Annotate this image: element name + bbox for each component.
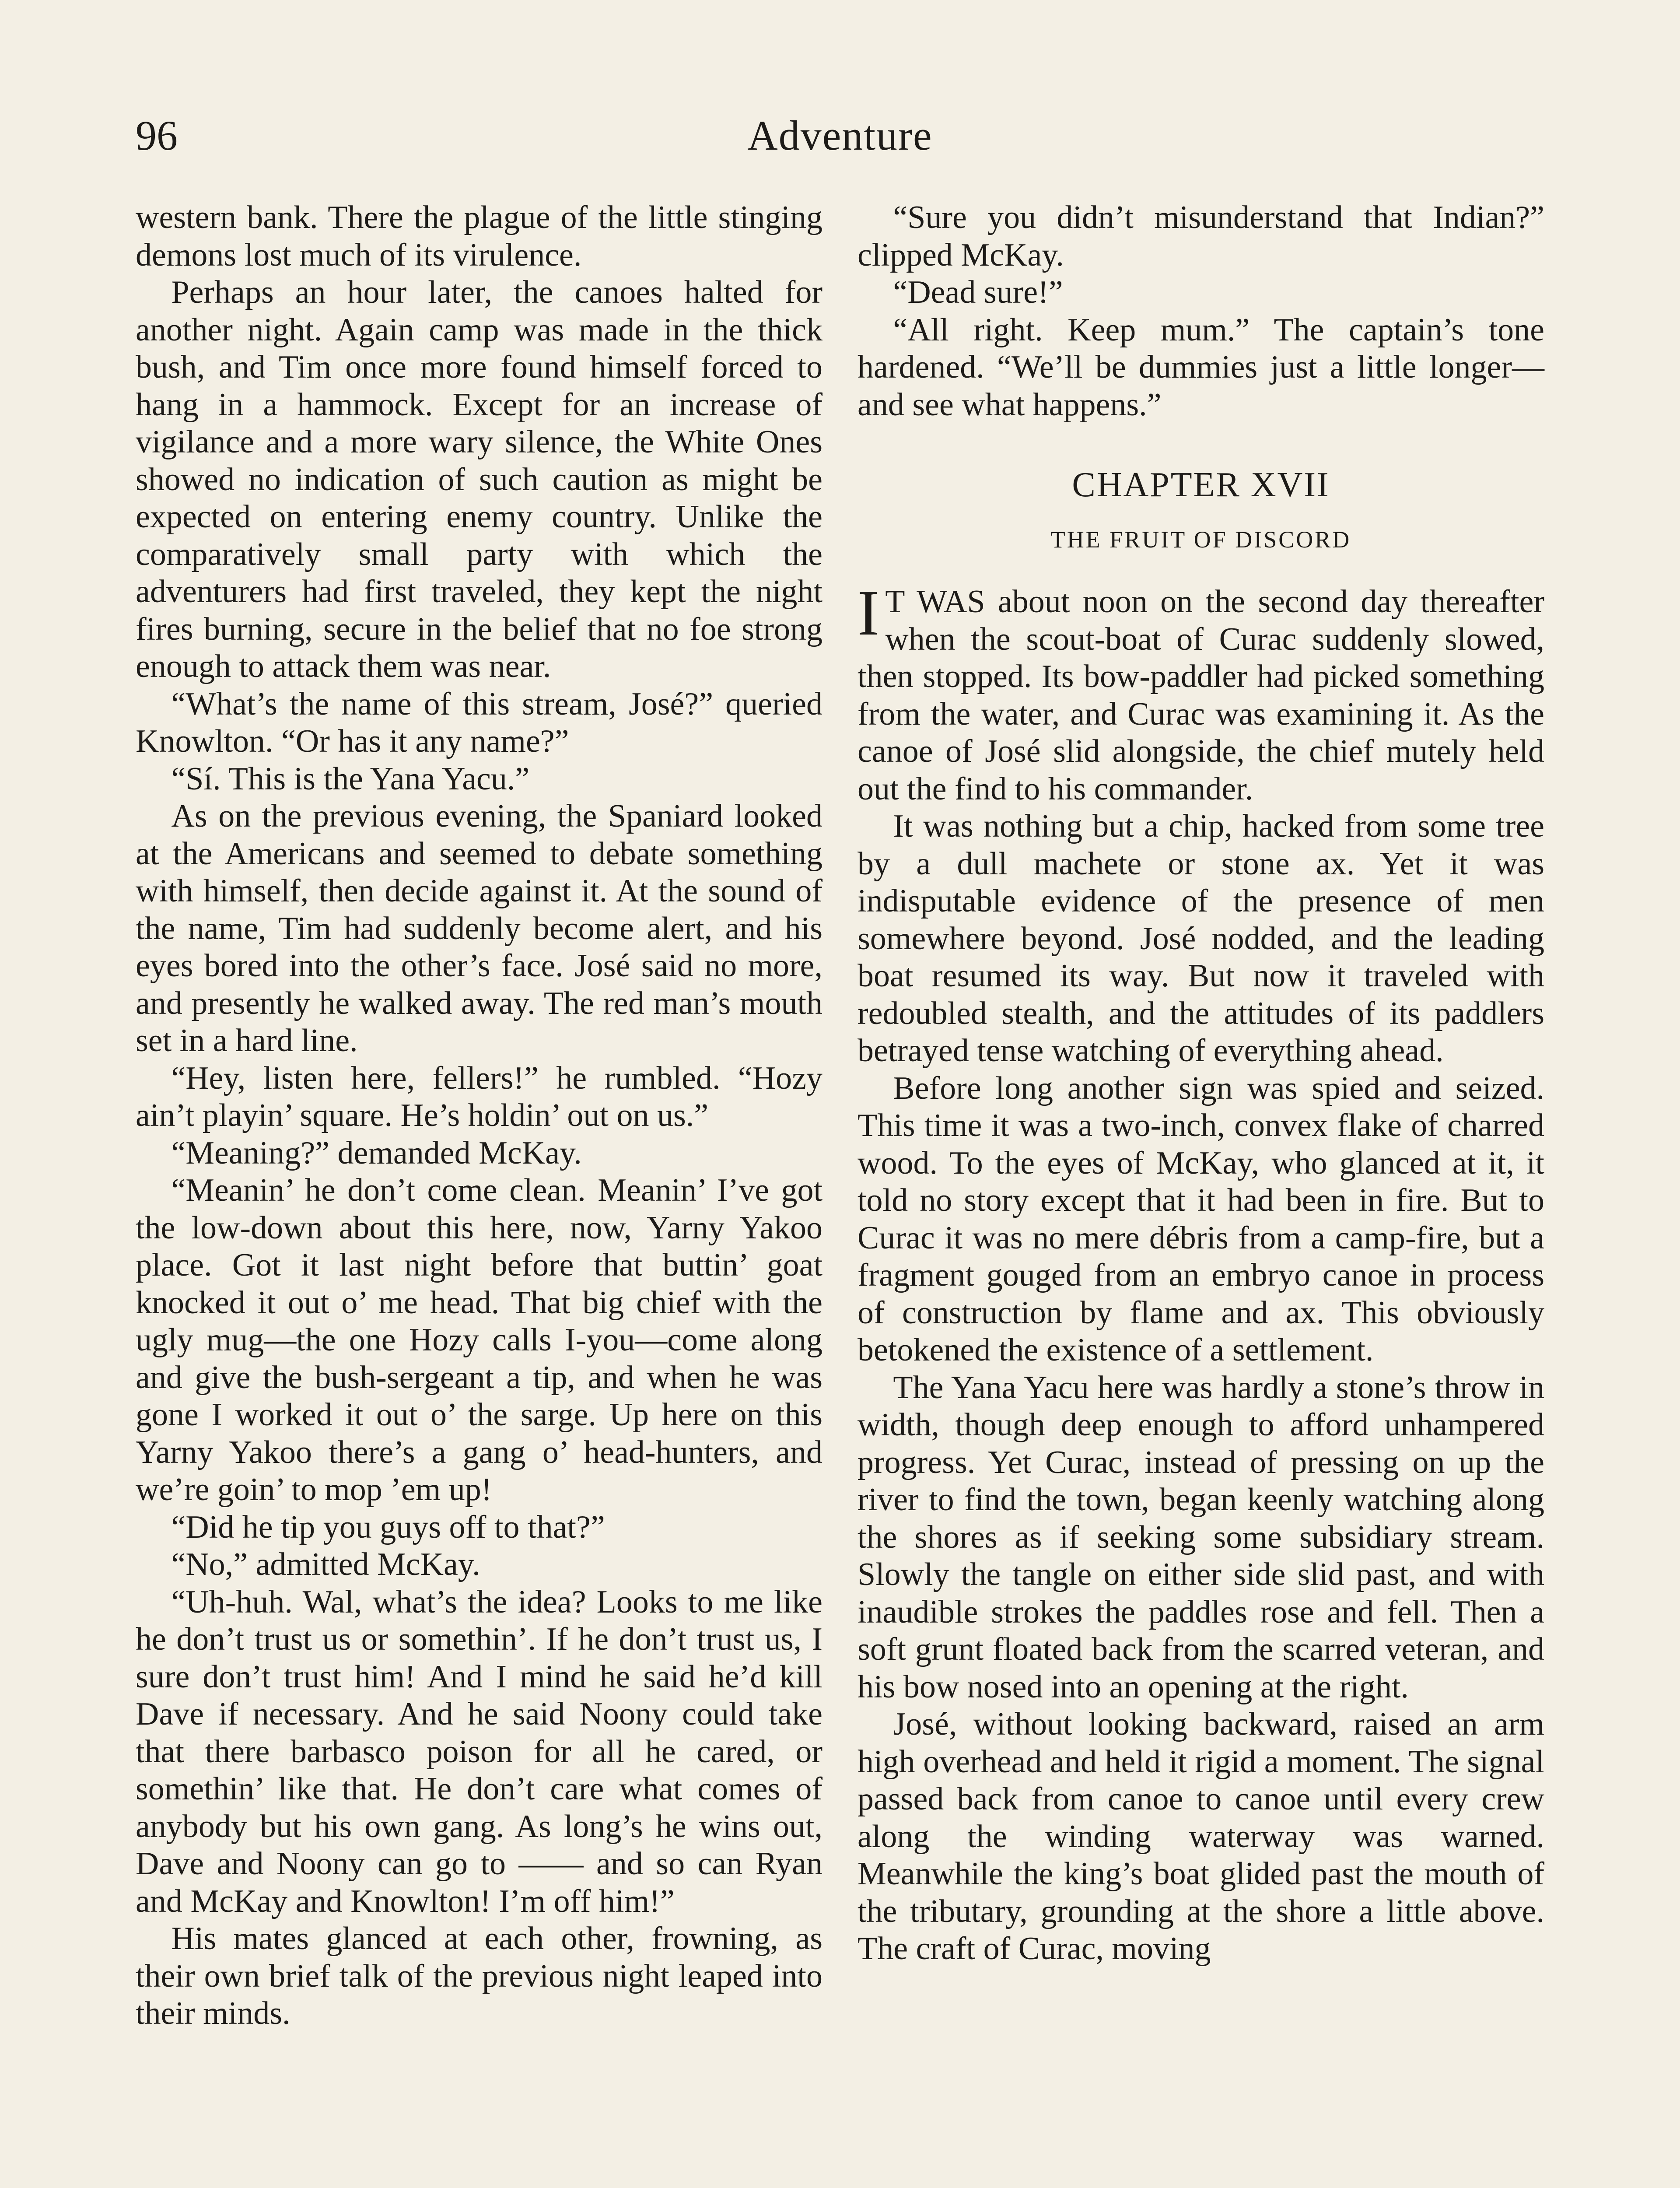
page-number: 96	[136, 112, 178, 159]
paragraph: western bank. There the plague of the little stinging demons lost much of its virulence.	[136, 200, 822, 273]
paragraph: “Hey, listen here, fellers!” he rumbled. “Hozy ain’t playin’ square. He’s holdin’ out on us.”	[136, 1060, 822, 1133]
paragraph: “All right. Keep mum.” The captain’s tone hardened. “We’ll be dummies just a little longer—and see what happens.”	[858, 312, 1544, 423]
paragraph: The Yana Yacu here was hardly a stone’s throw in width, though deep enough to afford unhampered progress. Yet Curac, instead of pressing on up the river to find the town, began keenly watching along the shores as if seeking some subsidiary stream. Slowly the tangle on either side slid past, and with inaudible strokes the paddles rose and fell. Then a soft grunt floated back from the scarred veteran, and his bow nosed into an opening at the right.	[858, 1369, 1544, 1705]
paragraph: “Sí. This is the Yana Yacu.”	[171, 761, 530, 797]
chapter-heading: CHAPTER XVII	[1072, 466, 1330, 504]
drop-cap: I	[858, 577, 879, 649]
chapter-opening-text: T WAS about noon on the second day thereafter when the scout-boat of Curac suddenly slowed, then stopped. Its bow-paddler had picked something from the water, and Curac was examining it. As the canoe of José slid alongside, the chief mutely held out the find to his commander.	[858, 584, 1544, 807]
paragraph: Perhaps an hour later, the canoes halted for another night. Again camp was made in the thick bush, and Tim once more found himself forced to hang in a hammock. Except for an increase of vigilance and a more wary silence, the White Ones showed no indication of such caution as might be expected on entering enemy country. Unlike the comparatively small party with which the adventurers had first traveled, they kept the night fires burning, secure in the belief that no foe strong enough to attack them was near.	[136, 274, 822, 684]
paragraph: “Uh-huh. Wal, what’s the idea? Looks to me like he don’t trust us or somethin’. If he don’t trust us, I sure don’t trust him! And I mind he said he’d kill Dave if necessary. And he said Noony could take that there barbasco poison for all he cared, or somethin’ like that. He don’t care what comes of anybody but his own gang. As long’s he wins out, Dave and Noony can go to —— and so can Ryan and McKay and Knowlton! I’m off him!”	[136, 1584, 822, 1919]
paragraph: As on the previous evening, the Spaniard looked at the Americans and seemed to debate something with himself, then decide against it. At the sound of the name, Tim had suddenly become alert, and his eyes bored into the other’s face. José said no more, and presently he walked away. The red man’s mouth set in a hard line.	[136, 798, 822, 1059]
paragraph: His mates glanced at each other, frowning, as their own brief talk of the previous night leaped into their minds.	[136, 1921, 822, 2031]
right-column	[858, 199, 1544, 1968]
magazine-title: Adventure	[747, 112, 933, 159]
paragraph: “Sure you didn’t misunderstand that Indian?” clipped McKay.	[858, 200, 1544, 273]
chapter-subtitle: THE FRUIT OF DISCORD	[1050, 526, 1351, 553]
paragraph: “No,” admitted McKay.	[171, 1546, 480, 1582]
paragraph: “Did he tip you guys off to that?”	[171, 1509, 605, 1545]
paragraph: It was nothing but a chip, hacked from some tree by a dull machete or stone ax. Yet it was indisputable evidence of the presence of men somewhere beyond. José nodded, and the leading boat resumed its way. But now it traveled with redoubled stealth, and the attitudes of its paddlers betrayed tense watching of everything ahead.	[858, 808, 1544, 1069]
left-column	[136, 199, 822, 2033]
paragraph: José, without looking backward, raised an arm high overhead and held it rigid a moment. The signal passed back from canoe to canoe until every crew along the winding waterway was warned. Meanwhile the king’s boat glided past the mouth of the tributary, grounding at the shore a little above. The craft of Curac, moving	[858, 1706, 1544, 1967]
paragraph: “Meanin’ he don’t come clean. Meanin’ I’ve got the low-down about this here, now, Yarny Yakoo place. Got it last night before that buttin’ goat knocked it out o’ me head. That big chief with the ugly mug—the one Hozy calls I-you—come along and give the bush-sergeant a tip, and when he was gone I worked it out o’ the sarge. Up here on this Yarny Yakoo there’s a gang o’ head-hunters, and we’re goin’ to mop ’em up!	[136, 1172, 822, 1508]
paragraph: Before long another sign was spied and seized. This time it was a two-inch, convex flake of charred wood. To the eyes of McKay, who glanced at it, it told no story except that it had been in fire. But to Curac it was no mere débris from a camp-fire, but a fragment gouged from an embryo canoe in process of construction by flame and ax. This obviously betokened the existence of a settlement.	[858, 1070, 1544, 1368]
paragraph: “Dead sure!”	[893, 274, 1063, 310]
paragraph: “What’s the name of this stream, José?” queried Knowlton. “Or has it any name?”	[136, 686, 822, 759]
chapter-opening-paragraph	[858, 577, 1544, 808]
paragraph: “Meaning?” demanded McKay.	[171, 1135, 582, 1171]
page-header	[136, 105, 1544, 166]
